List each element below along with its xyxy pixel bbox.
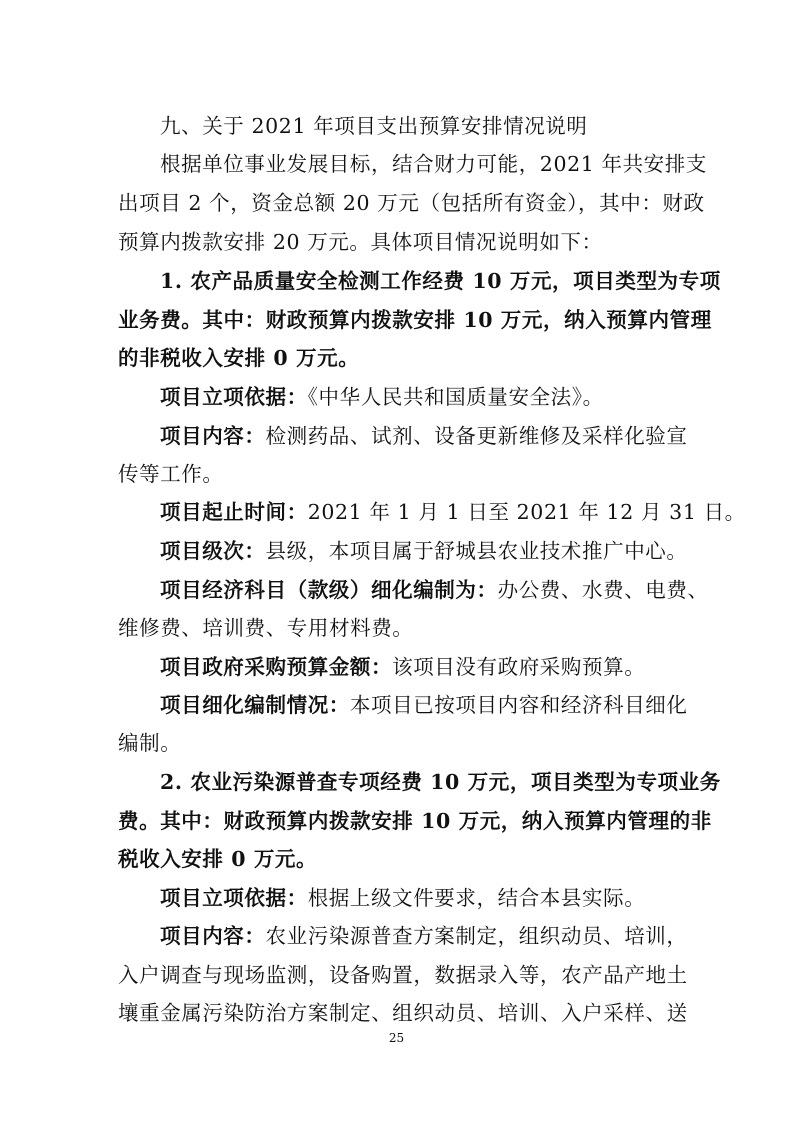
project1-econ-line-2: 维修费、培训费、专用材料费。 <box>118 616 414 640</box>
project1-content-label: 项目内容： <box>160 424 266 448</box>
project2-title-line-2: 费。其中：财政预算内拨款安排 10 万元，纳入预算内管理的非 <box>118 809 712 833</box>
project1-basis-value: 《中华人民共和国质量安全法》。 <box>307 385 604 409</box>
project1-procurement-label: 项目政府采购预算金额： <box>160 655 393 679</box>
project2-title-line-1: 2. 农业污染源普查专项经费 10 万元，项目类型为专项业务 <box>160 770 721 794</box>
project2-content-label: 项目内容： <box>160 924 266 948</box>
project1-content-line-2: 传等工作。 <box>118 462 224 486</box>
project1-detail-label: 项目细化编制情况： <box>160 693 350 717</box>
intro-line-1: 根据单位事业发展目标，结合财力可能，2021 年共安排支 <box>160 152 707 176</box>
project1-basis-label: 项目立项依据： <box>160 385 308 409</box>
project1-title-line-3: 的非税收入安排 0 万元。 <box>118 346 360 370</box>
project1-econ <box>160 575 709 605</box>
project1-econ-value: 办公费、水费、电费、 <box>497 578 709 602</box>
project1-content <box>160 421 700 451</box>
project1-title-line-2: 业务费。其中：财政预算内拨款安排 10 万元，纳入预算内管理 <box>118 308 712 332</box>
section-heading: 九、关于 2021 年项目支出预算安排情况说明 <box>160 114 588 138</box>
project1-period-value: 2021 年 1 月 1 日至 2021 年 12 月 31 日。 <box>307 500 746 524</box>
project1-basis <box>160 382 700 412</box>
project1-content-value: 检测药品、试剂、设备更新维修及采样化验宣 <box>265 424 688 448</box>
project1-detail <box>160 690 700 720</box>
project1-level <box>160 536 700 566</box>
project1-procurement-value: 该项目没有政府采购预算。 <box>392 655 646 679</box>
project1-detail-line-2: 编制。 <box>118 731 182 755</box>
project1-level-label: 项目级次： <box>160 539 266 563</box>
project1-detail-value: 本项目已按项目内容和经济科目细化 <box>349 693 688 717</box>
project1-period <box>160 497 746 527</box>
project2-content-line-2: 入户调查与现场监测，设备购置，数据录入等，农产品产地土 <box>118 963 688 987</box>
project2-content <box>160 921 700 951</box>
intro-line-2: 出项目 2 个，资金总额 20 万元（包括所有资金），其中：财政 <box>118 191 705 215</box>
project1-econ-label: 项目经济科目（款级）细化编制为： <box>160 578 498 602</box>
project1-level-value: 县级，本项目属于舒城县农业技术推广中心。 <box>265 539 688 563</box>
project2-basis <box>160 883 700 913</box>
project2-content-value: 农业污染源普查方案制定，组织动员、培训， <box>265 924 688 948</box>
page-number: 25 <box>388 1031 405 1045</box>
project2-content-line-3: 壤重金属污染防治方案制定、组织动员、培训、入户采样、送 <box>118 1001 688 1025</box>
project2-basis-label: 项目立项依据： <box>160 886 308 910</box>
intro-line-3: 预算内拨款安排 20 万元。具体项目情况说明如下： <box>118 230 603 254</box>
project1-title-line-1: 1. 农产品质量安全检测工作经费 10 万元，项目类型为专项 <box>160 269 721 293</box>
project1-period-label: 项目起止时间： <box>160 500 308 524</box>
project2-basis-value: 根据上级文件要求，结合本县实际。 <box>307 886 646 910</box>
project1-procurement <box>160 652 700 682</box>
project2-title-line-3: 税收入安排 0 万元。 <box>118 847 318 871</box>
